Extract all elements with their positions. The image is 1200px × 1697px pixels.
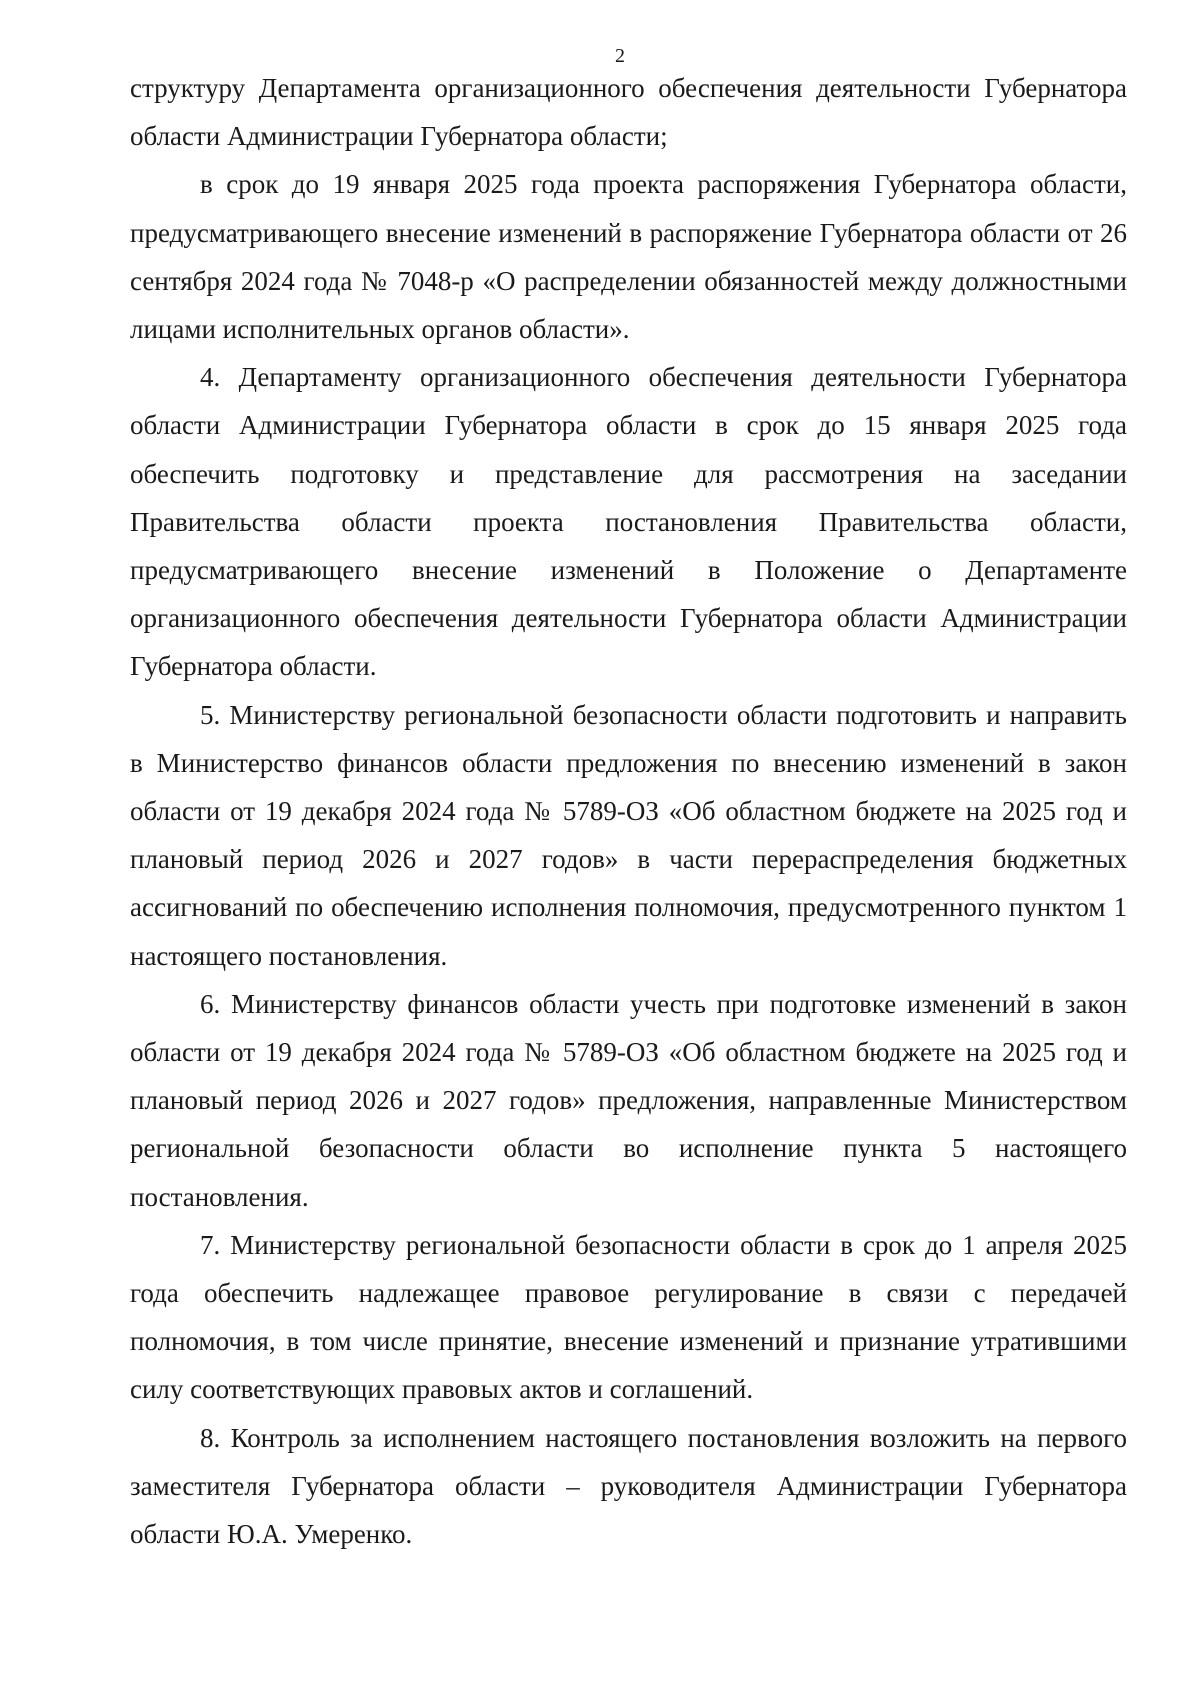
paragraph-structure-continuation: структуру Департамента организационного обеспечения деятельности Губернатора области Администрации Губернатора области; (130, 73, 1127, 152)
paragraph-deadline-draft-order: в срок до 19 января 2025 года проекта распоряжения Губернатора области, предусматривающего внесение изменений в распоряжение Губернатора области от 26 сентября 2024 года № 7048-р «О распределении обязанностей между должностными лицами исполнительных органов области». (130, 169, 1127, 345)
paragraph-item-7: 7. Министерству региональной безопасности области в срок до 1 апреля 2025 года обеспечить надлежащее правовое регулирование в связи с передачей полномочия, в том числе принятие, внесение изменений и признание утратившими силу соответствующих правовых актов и соглашений. (130, 1229, 1127, 1405)
page-number: 2 (615, 45, 625, 67)
paragraph-item-4: 4. Департаменту организационного обеспечения деятельности Губернатора области Администрации Губернатора области в срок до 15 января 2025 года обеспечить подготовку и представление для рассмотрения на заседании Правительства области проекта постановления Правительства области, предусматривающего внесение изменений в Положение о Департаменте организационного обеспечения деятельности Губернатора области Администрации Губернатора области. (130, 362, 1127, 682)
paragraph-item-6: 6. Министерству финансов области учесть при подготовке изменений в закон области от 19 декабря 2024 года № 5789-ОЗ «Об областном бюджете на 2025 год и плановый период 2026 и 2027 годов» предложения, направленные Министерством региональной безопасности области во исполнение пункта 5 настоящего постановления. (130, 988, 1127, 1212)
paragraph-item-5: 5. Министерству региональной безопасности области подготовить и направить в Министерство финансов области предложения по внесению изменений в закон области от 19 декабря 2024 года № 5789-ОЗ «Об областном бюджете на 2025 год и плановый период 2026 и 2027 годов» в части перераспределения бюджетных ассигнований по обеспечению исполнения полномочия, предусмотренного пунктом 1 настоящего постановления. (130, 699, 1127, 971)
paragraph-item-8: 8. Контроль за исполнением настоящего постановления возложить на первого заместителя Губернатора области – руководителя Администрации Губернатора области Ю.А. Умеренко. (130, 1422, 1127, 1550)
document-body (130, 64, 1127, 1558)
